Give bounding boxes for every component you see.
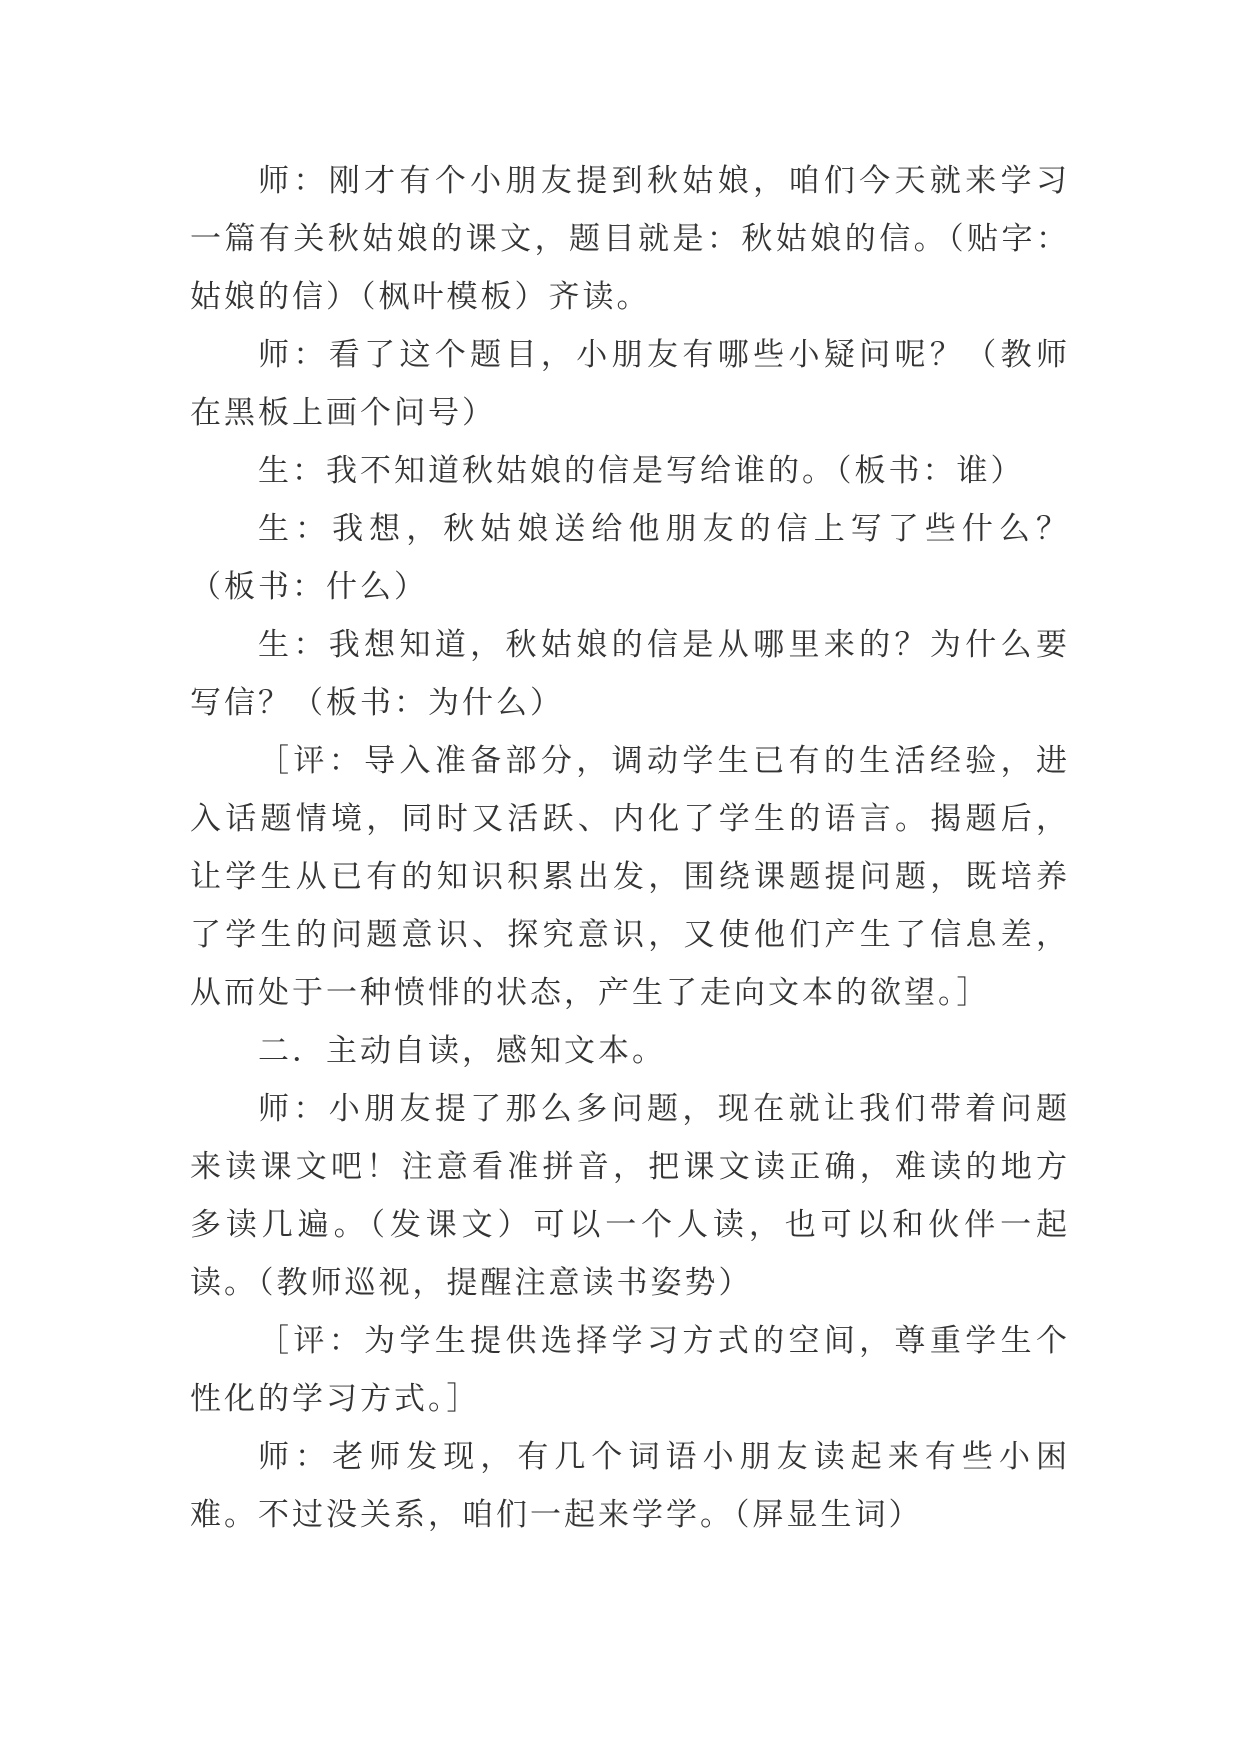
paragraph-9-comment: ［评：为学生提供选择学习方式的空间，尊重学生个性化的学习方式。］: [190, 1323, 1070, 1417]
paragraph-5: 生：我想知道，秋姑娘的信是从哪里来的？为什么要写信？（板书：为什么）: [190, 627, 1070, 721]
paragraph-4: 生：我想，秋姑娘送给他朋友的信上写了些什么？（板书：什么）: [190, 511, 1070, 605]
paragraph-2: 师：看了这个题目，小朋友有哪些小疑问呢？（教师在黑板上画个问号）: [190, 337, 1070, 431]
paragraph-3: 生：我不知道秋姑娘的信是写给谁的。（板书：谁）: [258, 453, 1025, 489]
document-body: [190, 152, 1070, 1544]
section-heading: 二．主动自读，感知文本。: [258, 1033, 666, 1069]
paragraph-6-comment: ［评：导入准备部分，调动学生已有的生活经验，进入话题情境，同时又活跃、内化了学生的语言。揭题后，让学生从已有的知识积累出发，围绕课题提问题，既培养了学生的问题意识、探究意识，又使他们产生了信息差，从而处于一种愤悱的状态，产生了走向文本的欲望。］: [190, 743, 1070, 1011]
paragraph-1: 师：刚才有个小朋友提到秋姑娘，咱们今天就来学习一篇有关秋姑娘的课文，题目就是：秋姑娘的信。（贴字：姑娘的信）（枫叶模板）齐读。: [190, 163, 1070, 315]
paragraph-10: 师：老师发现，有几个词语小朋友读起来有些小困难。不过没关系，咱们一起来学学。（屏显生词）: [190, 1439, 1070, 1533]
paragraph-8: 师：小朋友提了那么多问题，现在就让我们带着问题来读课文吧！注意看准拼音，把课文读正确，难读的地方多读几遍。（发课文）可以一个人读，也可以和伙伴一起读。（教师巡视，提醒注意读书姿势）: [190, 1091, 1070, 1301]
